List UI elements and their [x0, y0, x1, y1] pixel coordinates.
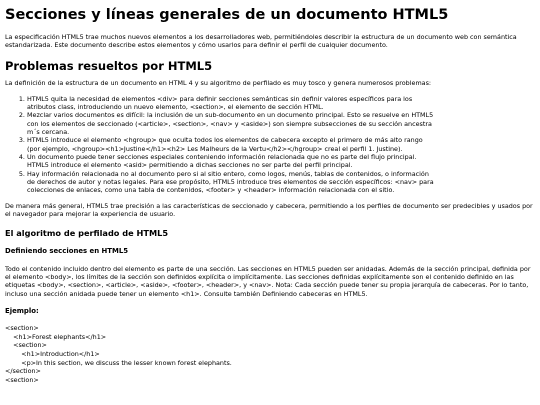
- page-title: Secciones y líneas generales de un documento HTML5: [5, 7, 449, 23]
- list-item: 2. Mezclar varios documentos es difícil: la inclusión de un sub-documento en un documento principal. Esto se resuelve en HTML5 con los elementos de seccionado (<article>, <section>, <nav> y <aside>) son siempre subsecciones de su sección ancestra m´s cercana.: [27, 111, 535, 136]
- code-line: </section>: [5, 367, 41, 376]
- code-line: <section>: [5, 341, 47, 350]
- list-item: 1. HTML5 quita la necesidad de elementos <div> para definir secciones semánticas sin definir valores específicos para los atributos class, introduciendo un nuevo elemento, <section>, el elemento de sección HTML.: [27, 95, 535, 112]
- intro-paragraph: La especificación HTML5 trae muchos nuevos elementos a los desarrolladores web, permitiéndoles describir la estructura de un documento web con semántica estandarizada. Este documento describe estos elementos y cómo usarlos para definir el perfil de cualquier documento.: [5, 32, 517, 50]
- code-line: <section>: [5, 324, 39, 333]
- problems-intro: La definición de la estructura de un documento en HTML 4 y su algoritmo de perfilado es muy tosco y genera numerosos problemas:: [5, 79, 432, 88]
- example-heading: Ejemplo:: [5, 307, 39, 316]
- list-item: 3. HTML5 introduce el elemento <hgroup> que oculta todos los elementos de cabecera excepto el primero de más alto rango (por ejemplo, <hgroup><h1>Justine</h1><h2> Les Malheurs de la Vertu</h2></hgroup> creal el perfil 1. Justine).: [27, 136, 535, 153]
- list-item: 4. Un documento puede tener secciones especiales conteniendo información relacionada que no es parte del flujo principal. HTML5 introduce el elemento <asid> permitiendo a dichas secciones no ser parte del perfil principal.: [27, 153, 535, 170]
- problems-list: [5, 95, 535, 195]
- list-item: 5. Hay información relacionada no al documento pero si al sitio entero, como logos, menús, tablas de contenidos, o información de derechos de autor y notas legales. Para ese propósito, HTML5 introduce tres elementos de sección específicos: <nav> para colecciones de enlaces, como una tabla de contenidos, <footer> y <header> información relacionada con el sitio.: [27, 170, 535, 195]
- code-line: <h1>Forest elephants</h1>: [5, 332, 107, 341]
- code-example: [5, 324, 535, 384]
- define-sections-paragraph: Todo el contenido incluido dentro del elemento es parte de una sección. Las secciones en HTML5 pueden ser anidadas. Además de la sección principal, definida por el elemento <body>, los límites de la sección son definidos explícita o implícitamente. Las secciones definidas explícitamente son el contenido definido en las etiquetas <body>, <section>, <article>, <aside>, <footer>, <header>, y <nav>. Nota: Cada sección puede tener su propia jerarquía de cabeceras. Por lo tanto, incluso una sección anidada puede tener un elemento <h1>. Consulte también Definiendo cabeceras en HTML5.: [5, 264, 531, 298]
- summary-paragraph: De manera más general, HTML5 trae precisión a las características de seccionado y cabecera, permitiendo a los perfiles de documento ser predecibles y usados por el navegador para mejorar la experiencia de usuario.: [5, 201, 533, 218]
- code-line: <p>In this section, we discuss the lesser known forest elephants.: [5, 358, 232, 367]
- code-line: <h1>Introduction</h1>: [5, 349, 100, 358]
- algorithm-heading: El algoritmo de perfilado de HTML5: [5, 228, 169, 239]
- code-line: <section>: [5, 375, 39, 384]
- define-sections-heading: Definiendo secciones en HTML5: [5, 246, 129, 255]
- problems-heading: Problemas resueltos por HTML5: [5, 58, 213, 73]
